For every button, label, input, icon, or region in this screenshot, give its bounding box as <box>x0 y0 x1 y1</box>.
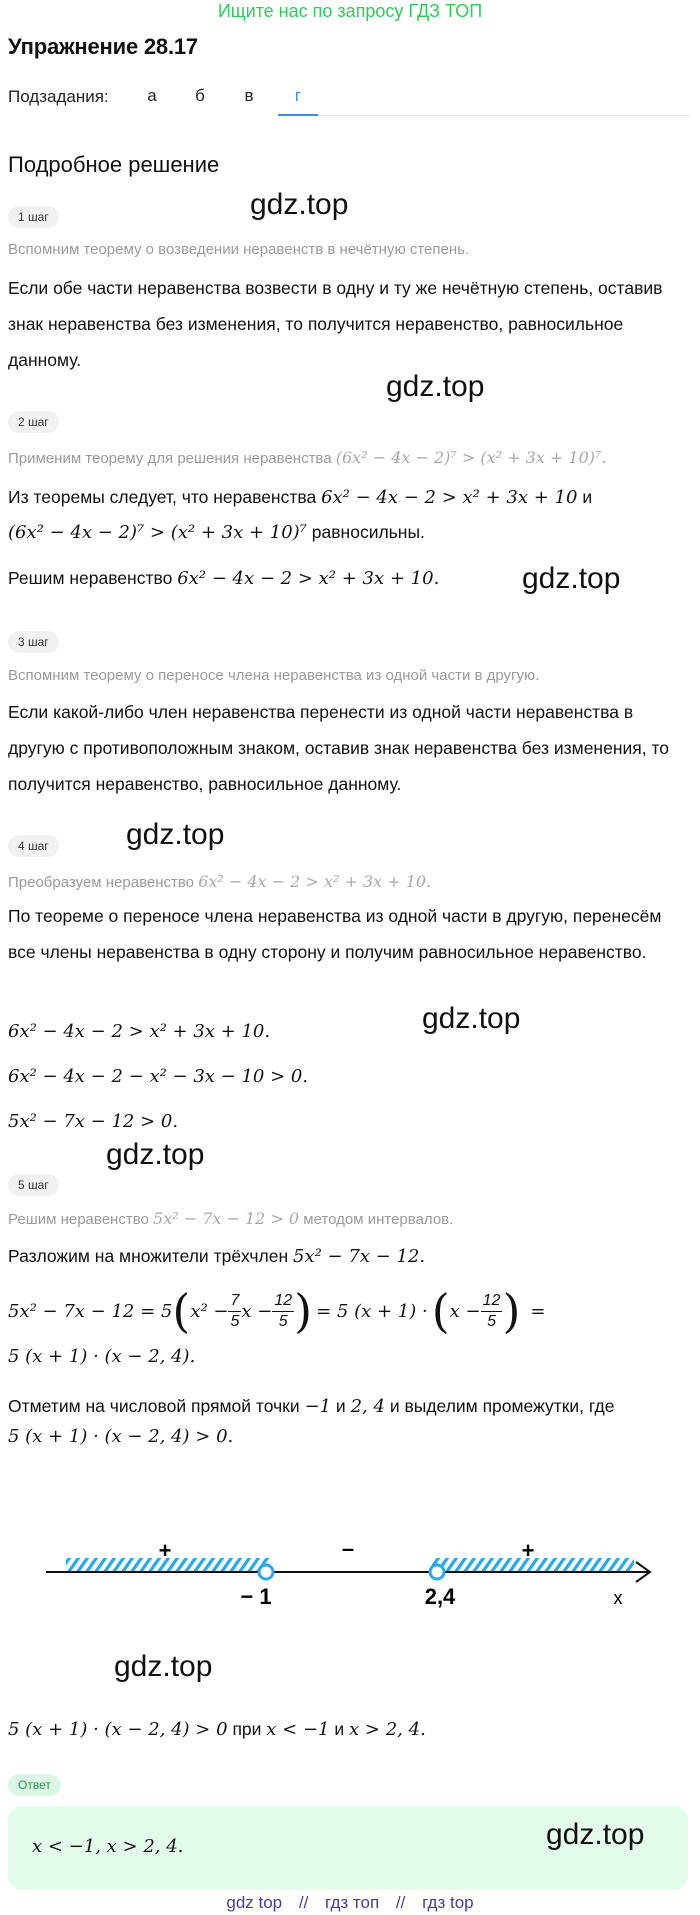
factorization-x: x − <box>241 1300 273 1322</box>
answer-value <box>32 1836 183 1857</box>
watermark: gdz.top <box>522 562 621 595</box>
fraction-numerator: 7 <box>228 1291 241 1312</box>
step-2-hint-text: Применим теорему для решения неравенства <box>8 450 332 467</box>
step-4-hint <box>8 872 431 891</box>
mark-point-1: −1 <box>304 1396 332 1417</box>
conclusion-math-2: x < −1 <box>266 1719 330 1740</box>
step-4-eq-3 <box>8 1111 178 1132</box>
conclusion-math-3: x > 2, 4. <box>349 1719 426 1740</box>
step-2-p1-and: и <box>582 487 593 507</box>
step-1-hint: Вспомним теорему о возведении неравенств в нечётную степень. <box>8 241 470 258</box>
conclusion-text-and: и <box>334 1719 345 1739</box>
tab-g[interactable]: г <box>294 86 302 105</box>
active-tab-indicator <box>278 114 318 116</box>
step-4-hint-math: 6x² − 4x − 2 > x² + 3x + 10. <box>198 872 432 891</box>
step-4-eq-3-math: 5x² − 7x − 12 > 0. <box>8 1111 179 1132</box>
watermark: gdz.top <box>422 1002 521 1035</box>
sign-minus-middle: – <box>341 1536 355 1561</box>
step-5-hint-text: Решим неравенство <box>8 1211 149 1228</box>
step-3-hint: Вспомним теорему о переносе члена неравенства из одной части в другую. <box>8 667 540 684</box>
sign-plus-right: + <box>521 1538 535 1563</box>
tabs-divider <box>278 115 690 116</box>
conclusion-text-at: при <box>232 1719 262 1739</box>
step-5-badge: 5 шаг <box>8 1174 59 1196</box>
step-2-para-3 <box>8 568 439 589</box>
solution-heading: Подробное решение <box>8 152 220 177</box>
step-2-p1-math: 6x² − 4x − 2 > x² + 3x + 10 <box>321 487 578 508</box>
answer-badge: Ответ <box>8 1774 61 1796</box>
point-label-2-4: 2,4 <box>424 1584 456 1609</box>
factorization-result-math: 5 (x + 1) · (x − 2, 4). <box>8 1346 196 1367</box>
step-5-hint-text-2: методом интервалов. <box>303 1211 454 1228</box>
step-5-hint-math: 5x² − 7x − 12 > 0 <box>153 1209 300 1228</box>
step-2-p3-text: Решим неравенство <box>8 568 173 588</box>
conclusion <box>8 1719 426 1740</box>
step-4-text: По теореме о переносе члена неравенства из одной части в другую, перенесём все члены неравенства в одну сторону и получим равносильное неравенство. <box>8 906 662 962</box>
step-2-para-2 <box>8 522 425 543</box>
tab-b[interactable]: б <box>195 86 205 105</box>
mark-and: и <box>335 1396 346 1416</box>
step-4-badge: 4 шаг <box>8 835 59 857</box>
step-4-eq-2-math: 6x² − 4x − 2 − x² − 3x − 10 > 0. <box>8 1066 309 1087</box>
step-5-factorization-result <box>8 1346 195 1367</box>
footer <box>0 1893 700 1913</box>
mark-text-2: и выделим промежутки, где <box>389 1396 615 1416</box>
watermark: gdz.top <box>546 1818 645 1851</box>
fraction-denominator: 5 <box>278 1312 288 1330</box>
open-paren: ( <box>172 1284 191 1338</box>
step-4-eq-1 <box>8 1021 270 1042</box>
step-2-hint-math: (6x² − 4x − 2)⁷ > (x² + 3x + 10)⁷. <box>335 448 607 467</box>
fraction-numerator: 12 <box>481 1291 503 1312</box>
step-4-hint-text: Преобразуем неравенство <box>8 874 195 891</box>
step-2-p2-text: равносильны. <box>311 522 425 542</box>
step-1-badge: 1 шаг <box>8 206 59 228</box>
step-5-hint <box>8 1209 453 1228</box>
watermark: gdz.top <box>386 370 485 403</box>
mark-point-2: 2, 4 <box>350 1396 385 1417</box>
factorization-x2: x² − <box>190 1300 229 1322</box>
footer-link-3[interactable]: гдз top <box>422 1893 474 1912</box>
step-2-para-1 <box>8 487 592 508</box>
fraction-12-5 <box>272 1291 294 1332</box>
tab-a[interactable]: а <box>147 86 157 105</box>
step-5-factor <box>8 1246 425 1267</box>
fraction-denominator: 5 <box>230 1312 240 1330</box>
close-paren: ) <box>502 1284 521 1338</box>
factorization-lhs: 5x² − 7x − 12 = 5 <box>8 1300 173 1322</box>
subtasks-label: Подзадания: <box>8 87 109 106</box>
point-label-minus-1: − 1 <box>240 1584 272 1609</box>
step-5-inequality <box>8 1426 233 1447</box>
watermark: gdz.top <box>106 1138 205 1171</box>
watermark: gdz.top <box>126 818 225 851</box>
step-5-factor-math: 5x² − 7x − 12. <box>293 1246 426 1267</box>
fraction-denominator: 5 <box>487 1312 496 1330</box>
step-1-text: Если обе части неравенства возвести в одну и ту же нечётную степень, оставив знак неравенства без изменения, то получится неравенство, равносильное данному. <box>8 278 663 370</box>
axis-label-x: x <box>613 1588 623 1608</box>
close-paren: ) <box>294 1284 313 1338</box>
mark-text: Отметим на числовой прямой точки <box>8 1396 300 1416</box>
factorization-eq: = <box>530 1300 546 1322</box>
open-point-2-4 <box>430 1565 444 1579</box>
page-title: Упражнение 28.17 <box>8 34 198 59</box>
conclusion-math-1: 5 (x + 1) · (x − 2, 4) > 0 <box>8 1719 228 1740</box>
open-point-minus-1 <box>259 1565 273 1579</box>
step-2-p3-math: 6x² − 4x − 2 > x² + 3x + 10. <box>177 568 440 589</box>
footer-link-2[interactable]: гдз топ <box>325 1893 380 1912</box>
step-5-factorization <box>8 1280 545 1342</box>
footer-sep-2: // <box>395 1893 406 1912</box>
fraction-12-5-b <box>481 1291 503 1332</box>
step-4-eq-2 <box>8 1066 308 1087</box>
step-3-text: Если какой-либо член неравенства перенести из одной части неравенства в другую с противоположным знаком, оставив знак неравенства без изменения, то получится неравенство, равносильное данному. <box>8 702 670 794</box>
step-3-badge: 3 шаг <box>8 631 59 653</box>
step-2-badge: 2 шаг <box>8 411 59 433</box>
step-2-p1-text: Из теоремы следует, что неравенства <box>8 487 317 507</box>
watermark: gdz.top <box>114 1650 213 1683</box>
footer-link-1[interactable]: gdz top <box>226 1893 283 1912</box>
step-5-factor-text: Разложим на множители трёхчлен <box>8 1246 289 1266</box>
number-line <box>0 1500 700 1630</box>
answer-math: x < −1, x > 2, 4. <box>32 1836 184 1857</box>
open-paren: ( <box>431 1284 450 1338</box>
tab-v[interactable]: в <box>244 86 254 105</box>
factorization-mid: = 5 (x + 1) · <box>316 1300 428 1322</box>
footer-sep-1: // <box>298 1893 309 1912</box>
factorization-x-minus: x − <box>449 1300 481 1322</box>
step-4-eq-1-math: 6x² − 4x − 2 > x² + 3x + 10. <box>8 1021 271 1042</box>
top-banner: Ищите нас по запросу ГДЗ ТОП <box>217 1 483 21</box>
step-2-hint <box>8 448 607 467</box>
mark-inequality-math: 5 (x + 1) · (x − 2, 4) > 0. <box>8 1426 234 1447</box>
step-2-p2-math: (6x² − 4x − 2)⁷ > (x² + 3x + 10)⁷ <box>8 522 307 543</box>
fraction-7-5 <box>228 1291 241 1332</box>
sign-plus-left: + <box>158 1538 172 1563</box>
watermark: gdz.top <box>250 188 349 221</box>
step-5-mark-points <box>8 1396 614 1417</box>
fraction-numerator: 12 <box>272 1291 294 1312</box>
